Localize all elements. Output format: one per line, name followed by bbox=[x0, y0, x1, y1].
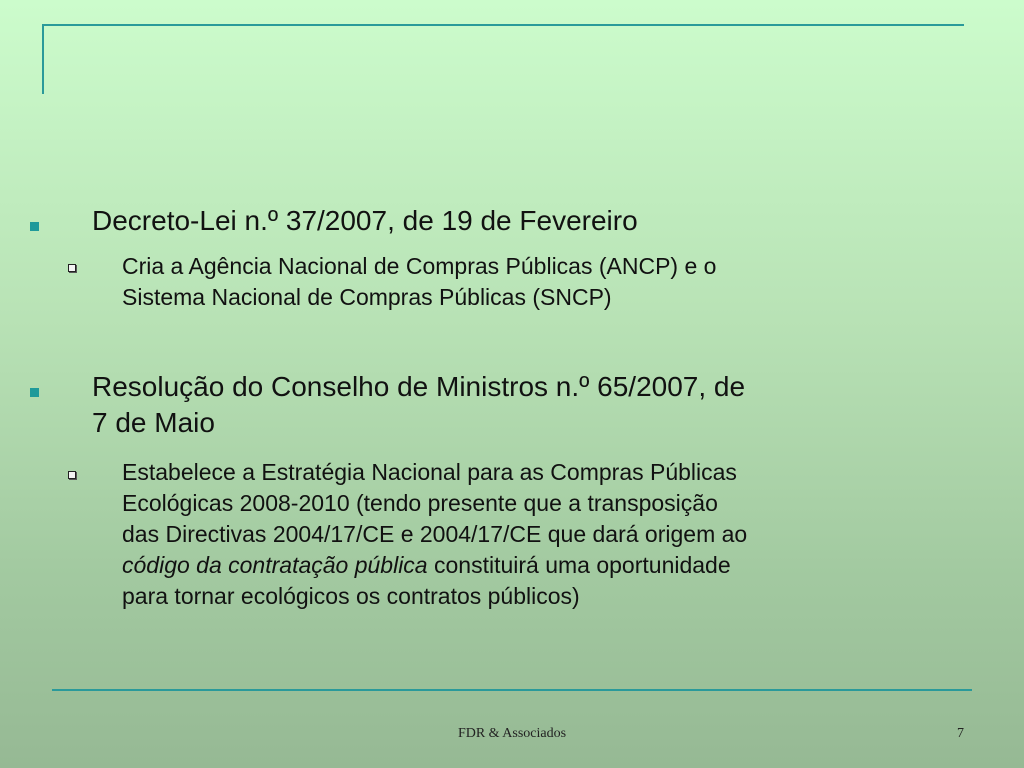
sub-bullet-estrategia-line1: Estabelece a Estratégia Nacional para as Compras Públicas bbox=[122, 459, 737, 485]
frame-bottom-line bbox=[52, 689, 972, 691]
italic-term: código da contratação pública bbox=[122, 552, 428, 578]
sub-bullet-estrategia-line3: das Directivas 2004/17/CE e 2004/17/CE que dará origem ao bbox=[122, 521, 748, 547]
sub-bullet-ancp bbox=[122, 251, 912, 313]
teal-square-bullet-icon bbox=[30, 222, 39, 231]
checkbox-bullet-icon bbox=[68, 264, 76, 272]
bullet-resolucao-line2: 7 de Maio bbox=[92, 407, 215, 438]
sub-bullet-estrategia bbox=[122, 457, 912, 612]
sub-bullet-ancp-line1: Cria a Agência Nacional de Compras Públicas (ANCP) e o bbox=[122, 253, 717, 279]
page-number: 7 bbox=[957, 726, 964, 741]
sub-bullet-ancp-line2: Sistema Nacional de Compras Públicas (SNCP) bbox=[122, 284, 612, 310]
sub-bullet-estrategia-line5: para tornar ecológicos os contratos públicos) bbox=[122, 583, 580, 609]
footer-text: FDR & Associados bbox=[457, 726, 567, 741]
sub-bullet-estrategia-line4-rest: constituirá uma oportunidade bbox=[427, 552, 731, 578]
checkbox-bullet-icon bbox=[68, 471, 76, 479]
bullet-decreto-lei: Decreto-Lei n.º 37/2007, de 19 de Fevereiro bbox=[92, 205, 638, 236]
bullet-resolucao bbox=[92, 369, 912, 441]
sub-bullet-estrategia-line4 bbox=[122, 550, 912, 581]
teal-square-bullet-icon bbox=[30, 388, 39, 397]
bullet-resolucao-line1: Resolução do Conselho de Ministros n.º 65/2007, de bbox=[92, 371, 746, 402]
sub-bullet-estrategia-line2: Ecológicas 2008-2010 (tendo presente que a transposição bbox=[122, 490, 718, 516]
